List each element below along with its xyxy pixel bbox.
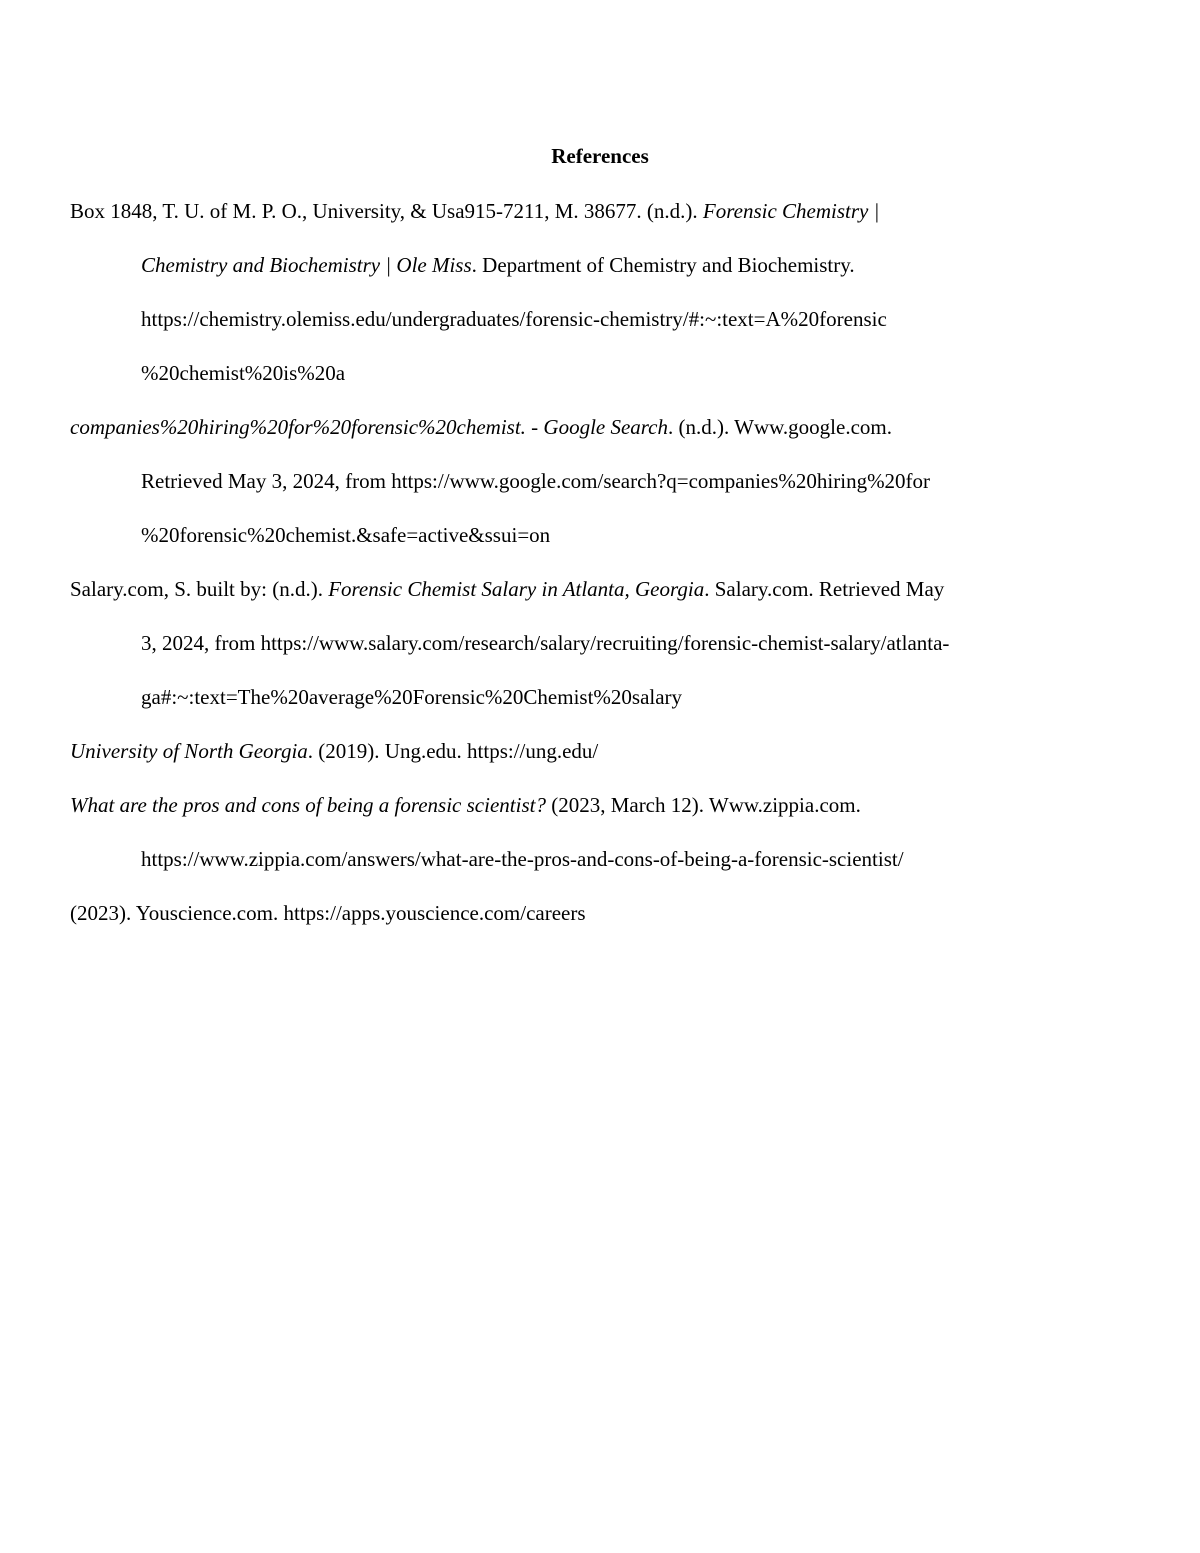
reference-entry <box>70 400 1070 562</box>
reference-text: . (2019). Ung.edu. https://ung.edu/ <box>307 739 599 763</box>
reference-url[interactable]: ga#:~:text=The%20average%20Forensic%20Chemist%20salary <box>141 685 683 709</box>
page-title: References <box>551 144 649 168</box>
reference-text: . Salary.com. Retrieved May <box>704 577 945 601</box>
reference-entry <box>70 562 1070 724</box>
reference-title: Chemistry and Biochemistry | Ole Miss <box>141 253 472 277</box>
reference-text: Salary.com, S. built by: (n.d.). <box>70 577 329 601</box>
reference-text: Box 1848, T. U. of M. P. O., University, & Usa915-7211, M. 38677. (n.d.). <box>70 199 703 223</box>
reference-line <box>70 454 1070 508</box>
reference-line <box>70 562 1070 616</box>
reference-line <box>70 616 1070 670</box>
reference-title: What are the pros and cons of being a forensic scientist? <box>70 793 546 817</box>
reference-text: . Department of Chemistry and Biochemistry. <box>471 253 855 277</box>
reference-text: Retrieved May 3, 2024, from https://www.google.com/search?q=companies%20hiring%20for <box>141 469 931 493</box>
reference-entry <box>70 886 1070 940</box>
reference-title: companies%20hiring%20for%20forensic%20chemist. - Google Search <box>70 415 669 439</box>
reference-line <box>70 832 1070 886</box>
reference-url[interactable]: %20chemist%20is%20a <box>141 361 346 385</box>
reference-line <box>70 508 1070 562</box>
reference-line <box>70 670 1070 724</box>
reference-line <box>70 184 1070 238</box>
reference-line <box>70 346 1070 400</box>
reference-entry <box>70 724 1070 778</box>
reference-line <box>70 724 1070 778</box>
reference-url[interactable]: https://www.zippia.com/answers/what-are-the-pros-and-cons-of-being-a-forensic-scientist/ <box>141 847 904 871</box>
reference-title: University of North Georgia <box>70 739 308 763</box>
reference-url[interactable]: %20forensic%20chemist.&safe=active&ssui=on <box>141 523 551 547</box>
reference-line <box>70 886 1070 940</box>
reference-text: (2023). Youscience.com. https://apps.youscience.com/careers <box>70 901 586 925</box>
reference-text: . (n.d.). Www.google.com. <box>668 415 892 439</box>
reference-line <box>70 238 1070 292</box>
reference-entry <box>70 184 1070 400</box>
reference-list <box>70 184 1070 940</box>
reference-line <box>70 778 1070 832</box>
reference-text: 3, 2024, from https://www.salary.com/research/salary/recruiting/forensic-chemist-salary/atlanta- <box>141 631 950 655</box>
reference-entry <box>70 778 1070 886</box>
reference-title: Forensic Chemist Salary in Atlanta, Georgia <box>328 577 705 601</box>
reference-url[interactable]: https://chemistry.olemiss.edu/undergraduates/forensic-chemistry/#:~:text=A%20forensic <box>141 307 887 331</box>
reference-line <box>70 292 1070 346</box>
reference-text: (2023, March 12). Www.zippia.com. <box>545 793 861 817</box>
reference-line <box>70 400 1070 454</box>
reference-title: Forensic Chemistry | <box>702 199 880 223</box>
